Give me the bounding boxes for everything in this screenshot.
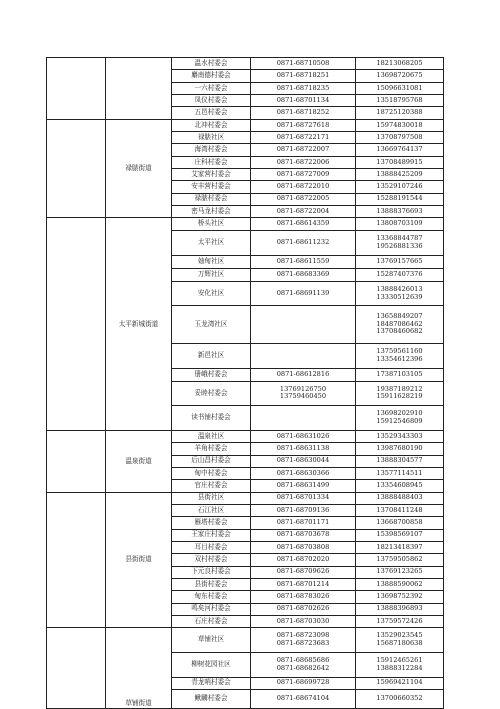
district-name: 禄脿街道 xyxy=(106,119,172,218)
landline-phone xyxy=(251,306,356,344)
landline-phone xyxy=(251,193,356,205)
mobile-phone-line: 13888590062 xyxy=(376,579,423,588)
committee-name: 密马龙村委会 xyxy=(172,205,251,217)
landline-phone-line: 0871-68701334 xyxy=(276,493,330,502)
landline-phone xyxy=(251,70,356,82)
landline-phone xyxy=(251,541,356,553)
mobile-phone-line: 13888488403 xyxy=(376,493,423,502)
landline-phone-line: 0871-68722004 xyxy=(276,206,330,215)
mobile-phone xyxy=(356,70,444,82)
mobile-phone xyxy=(356,406,444,431)
mobile-phone xyxy=(356,591,444,603)
mobile-phone xyxy=(356,255,444,268)
mobile-phone-line: 15398569107 xyxy=(376,530,423,539)
mobile-phone-line: 13354608945 xyxy=(376,481,423,490)
mobile-phone-line: 13759505862 xyxy=(376,555,423,564)
district-name: 县街街道 xyxy=(106,492,172,628)
committee-name: 桥头社区 xyxy=(172,218,251,231)
mobile-phone xyxy=(356,156,444,168)
mobile-phone-line: 13708460682 xyxy=(376,327,423,336)
mobile-phone xyxy=(356,504,444,516)
landline-phone xyxy=(251,107,356,119)
committee-name: 草铺社区 xyxy=(172,628,251,653)
mobile-phone-line: 15974830018 xyxy=(376,120,423,129)
landline-phone-line: 0871-68722005 xyxy=(276,194,330,203)
mobile-phone xyxy=(356,343,444,368)
mobile-phone xyxy=(356,689,444,708)
committee-name: 读书铺村委会 xyxy=(172,406,251,431)
committee-name: 一六村委会 xyxy=(172,82,251,94)
landline-phone xyxy=(251,554,356,566)
mobile-phone xyxy=(356,541,444,553)
landline-phone-line: 0871-68703030 xyxy=(276,616,330,625)
mobile-phone-line: 13529343303 xyxy=(376,431,423,440)
committee-name: 后山昌村委会 xyxy=(172,455,251,467)
mobile-phone xyxy=(356,517,444,529)
landline-phone xyxy=(251,677,356,689)
landline-phone-line: 0871-68718235 xyxy=(276,83,330,92)
mobile-phone-line: 13577114511 xyxy=(376,468,423,477)
landline-phone-line: 0871-68682642 xyxy=(276,663,330,672)
mobile-phone-line: 13529023545 xyxy=(376,631,423,640)
mobile-phone xyxy=(356,566,444,578)
landline-phone xyxy=(251,281,356,306)
committee-name: 雁塔村委会 xyxy=(172,517,251,529)
mobile-phone-line: 13769157665 xyxy=(376,257,423,266)
mobile-phone xyxy=(356,181,444,193)
mobile-phone-line: 13888396893 xyxy=(376,604,423,613)
table-row xyxy=(47,119,444,131)
mobile-phone xyxy=(356,82,444,94)
mobile-phone-line: 13987680190 xyxy=(376,444,423,453)
blank-column-cell xyxy=(47,492,106,628)
landline-phone-line: 0871-68630366 xyxy=(276,468,330,477)
committee-name: 北冲村委会 xyxy=(172,119,251,131)
mobile-phone-line: 13769123265 xyxy=(376,567,423,576)
landline-phone xyxy=(251,652,356,677)
table-row xyxy=(47,628,444,653)
landline-phone-line: 0871-68701171 xyxy=(276,518,330,527)
landline-phone-line: 0871-68702626 xyxy=(276,604,330,613)
mobile-phone xyxy=(356,193,444,205)
mobile-phone xyxy=(356,231,444,256)
mobile-phone-line: 18213068205 xyxy=(376,58,423,67)
committee-name: 册峨村委会 xyxy=(172,368,251,381)
committee-name: 安丰营村委会 xyxy=(172,181,251,193)
mobile-phone-line: 13700660352 xyxy=(376,694,423,703)
landline-phone-line: 0871-68701134 xyxy=(276,95,330,104)
mobile-phone xyxy=(356,430,444,442)
mobile-phone-line: 17387103105 xyxy=(376,369,423,378)
landline-phone xyxy=(251,517,356,529)
landline-phone-line: 0871-68718251 xyxy=(276,71,330,80)
committee-name: 王家庄村委会 xyxy=(172,529,251,541)
mobile-phone xyxy=(356,578,444,590)
mobile-phone-line: 15912546809 xyxy=(376,417,423,426)
table-row xyxy=(47,218,444,231)
mobile-phone xyxy=(356,443,444,455)
landline-phone-line: 0871-68783026 xyxy=(276,592,330,601)
landline-phone xyxy=(251,566,356,578)
blank-column-cell xyxy=(47,58,106,120)
mobile-phone xyxy=(356,467,444,479)
landline-phone xyxy=(251,591,356,603)
mobile-phone-line: 13368844787 xyxy=(376,234,423,243)
district-name: 太平新城街道 xyxy=(106,218,172,431)
landline-phone-line: 0871-68709626 xyxy=(276,567,330,576)
mobile-phone xyxy=(356,281,444,306)
mobile-phone xyxy=(356,603,444,615)
landline-phone-line: 0871-68611232 xyxy=(276,238,330,247)
mobile-phone-line: 19387189212 xyxy=(376,384,423,393)
landline-phone xyxy=(251,381,356,406)
mobile-phone-line: 15096631081 xyxy=(376,83,423,92)
committee-name: 石庄村委会 xyxy=(172,615,251,627)
landline-phone xyxy=(251,443,356,455)
landline-phone xyxy=(251,430,356,442)
committee-name: 温水村委会 xyxy=(172,58,251,70)
mobile-phone-line: 13759561160 xyxy=(376,347,423,356)
mobile-phone xyxy=(356,529,444,541)
landline-phone xyxy=(251,181,356,193)
committee-name: 太平社区 xyxy=(172,231,251,256)
mobile-phone-line: 13888304577 xyxy=(376,456,423,465)
landline-phone-line: 0871-68691139 xyxy=(276,288,330,297)
mobile-phone-line: 13888312284 xyxy=(376,663,423,672)
landline-phone-line: 0871-68703808 xyxy=(276,542,330,551)
district-name xyxy=(106,58,172,120)
landline-phone xyxy=(251,492,356,504)
committee-name: 新邑社区 xyxy=(172,343,251,368)
landline-phone-line: 0871-68727009 xyxy=(276,169,330,178)
district-name: 温泉街道 xyxy=(106,430,172,492)
mobile-phone xyxy=(356,131,444,143)
committee-name: 下元良村委会 xyxy=(172,566,251,578)
committee-name: 麝南德村委会 xyxy=(172,70,251,82)
committee-name: 妯甸社区 xyxy=(172,255,251,268)
landline-phone xyxy=(251,94,356,106)
mobile-phone xyxy=(356,652,444,677)
committee-name: 万辉社区 xyxy=(172,268,251,281)
blank-column-cell xyxy=(47,430,106,492)
landline-phone-line: 0871-68674104 xyxy=(276,694,330,703)
landline-phone xyxy=(251,689,356,708)
landline-phone xyxy=(251,368,356,381)
landline-phone-line: 0871-68703678 xyxy=(276,530,330,539)
landline-phone xyxy=(251,467,356,479)
mobile-phone-line: 13518795768 xyxy=(376,95,423,104)
mobile-phone xyxy=(356,58,444,70)
landline-phone xyxy=(251,406,356,431)
mobile-phone-line: 15911628219 xyxy=(376,392,423,401)
blank-column-cell xyxy=(47,218,106,431)
committee-name: 双村村委会 xyxy=(172,554,251,566)
mobile-phone-line: 13658849207 xyxy=(376,312,423,321)
landline-phone xyxy=(251,615,356,627)
landline-phone-line: 0871-68723683 xyxy=(276,638,330,647)
mobile-phone-line: 13529107246 xyxy=(376,182,423,191)
committee-name: 县街社区 xyxy=(172,492,251,504)
landline-phone xyxy=(251,119,356,131)
landline-phone-line: 0871-68709136 xyxy=(276,505,330,514)
mobile-phone-line: 18213418397 xyxy=(376,542,423,551)
landline-phone xyxy=(251,455,356,467)
committee-name: 海湾村委会 xyxy=(172,144,251,156)
landline-phone xyxy=(251,603,356,615)
table-row xyxy=(47,430,444,442)
mobile-phone-line: 19526881336 xyxy=(376,242,423,251)
mobile-phone-line: 13330512639 xyxy=(376,292,423,301)
committee-name: 耳目村委会 xyxy=(172,541,251,553)
mobile-phone-line: 13668700858 xyxy=(376,518,423,527)
contact-table xyxy=(46,57,444,709)
mobile-phone-line: 15969421104 xyxy=(376,678,423,687)
landline-phone xyxy=(251,156,356,168)
committee-name: 凤仪村委会 xyxy=(172,94,251,106)
mobile-phone xyxy=(356,144,444,156)
committee-name: 县街村委会 xyxy=(172,578,251,590)
mobile-phone xyxy=(356,554,444,566)
committee-name: 青龙哨村委会 xyxy=(172,677,251,689)
landline-phone-line: 13769126750 xyxy=(279,384,327,393)
mobile-phone-line: 15912465261 xyxy=(376,656,423,665)
committee-name: 庄科村委会 xyxy=(172,156,251,168)
landline-phone xyxy=(251,82,356,94)
mobile-phone xyxy=(356,480,444,492)
landline-phone-line: 0871-68630044 xyxy=(276,456,330,465)
mobile-phone-line: 15687180638 xyxy=(376,638,423,647)
landline-phone-line: 0871-68701214 xyxy=(276,579,330,588)
landline-phone-line: 0871-68612816 xyxy=(276,369,330,378)
mobile-phone-line: 13708489915 xyxy=(376,157,423,166)
mobile-phone xyxy=(356,368,444,381)
mobile-phone xyxy=(356,218,444,231)
mobile-phone xyxy=(356,306,444,344)
landline-phone-line: 0871-68722007 xyxy=(276,145,330,154)
contact-table-body xyxy=(47,58,444,709)
mobile-phone-line: 13698720675 xyxy=(376,71,423,80)
mobile-phone xyxy=(356,615,444,627)
landline-phone-line: 0871-68722171 xyxy=(276,132,330,141)
mobile-phone xyxy=(356,455,444,467)
mobile-phone xyxy=(356,119,444,131)
committee-name: 甸东村委会 xyxy=(172,591,251,603)
committee-name: 鸣矣河村委会 xyxy=(172,603,251,615)
landline-phone-line: 0871-68710508 xyxy=(276,58,330,67)
mobile-phone-line: 18725120388 xyxy=(376,108,423,117)
mobile-phone-line: 18487086462 xyxy=(376,319,423,328)
committee-name: 石江社区 xyxy=(172,504,251,516)
landline-phone-line: 0871-68722010 xyxy=(276,182,330,191)
mobile-phone-line: 13354612396 xyxy=(376,354,423,363)
landline-phone xyxy=(251,504,356,516)
mobile-phone-line: 13698752392 xyxy=(376,592,423,601)
landline-phone-line: 0871-68727618 xyxy=(276,120,330,129)
blank-column-cell xyxy=(47,628,106,709)
mobile-phone-line: 13708797508 xyxy=(376,132,423,141)
landline-phone-line: 13759460450 xyxy=(279,392,327,401)
committee-name: 鳅麟村委会 xyxy=(172,689,251,708)
committee-name: 官庄村委会 xyxy=(172,480,251,492)
mobile-phone xyxy=(356,628,444,653)
committee-name: 玉龙湾社区 xyxy=(172,306,251,344)
committee-name: 甸中村委会 xyxy=(172,467,251,479)
landline-phone xyxy=(251,480,356,492)
landline-phone xyxy=(251,578,356,590)
committee-name: 温泉社区 xyxy=(172,430,251,442)
landline-phone xyxy=(251,218,356,231)
mobile-phone-line: 13759572426 xyxy=(376,616,423,625)
committee-name: 妥睦村委会 xyxy=(172,381,251,406)
landline-phone-line: 0871-68631499 xyxy=(276,481,330,490)
committee-name: 羊角村委会 xyxy=(172,443,251,455)
mobile-phone-line: 13808703109 xyxy=(376,219,423,228)
landline-phone-line: 0871-68611559 xyxy=(276,257,330,266)
mobile-phone-line: 13669764137 xyxy=(376,145,423,154)
landline-phone xyxy=(251,268,356,281)
landline-phone xyxy=(251,628,356,653)
mobile-phone xyxy=(356,381,444,406)
table-row xyxy=(47,492,444,504)
mobile-phone-line: 13708411248 xyxy=(376,505,423,514)
mobile-phone-line: 13888426013 xyxy=(376,284,423,293)
mobile-phone xyxy=(356,205,444,217)
landline-phone xyxy=(251,144,356,156)
district-name: 草铺街道 xyxy=(106,628,172,709)
mobile-phone-line: 15287407376 xyxy=(376,269,423,278)
landline-phone-line: 0871-68683369 xyxy=(276,269,330,278)
mobile-phone xyxy=(356,677,444,689)
blank-column-cell xyxy=(47,119,106,218)
mobile-phone xyxy=(356,107,444,119)
landline-phone-line: 0871-68699728 xyxy=(276,678,330,687)
landline-phone-line: 0871-68718252 xyxy=(276,108,330,117)
landline-phone xyxy=(251,255,356,268)
mobile-phone-line: 13888376693 xyxy=(376,206,423,215)
mobile-phone xyxy=(356,268,444,281)
landline-phone-line: 0871-68723098 xyxy=(276,631,330,640)
mobile-phone xyxy=(356,94,444,106)
landline-phone xyxy=(251,58,356,70)
committee-name: 柳树花园社区 xyxy=(172,652,251,677)
landline-phone xyxy=(251,231,356,256)
landline-phone xyxy=(251,131,356,143)
mobile-phone-line: 15288191544 xyxy=(376,194,423,203)
committee-name: 艾家营村委会 xyxy=(172,168,251,180)
table-row xyxy=(47,58,444,70)
landline-phone xyxy=(251,168,356,180)
mobile-phone-line: 13698202910 xyxy=(376,409,423,418)
committee-name: 禄脿社区 xyxy=(172,131,251,143)
landline-phone-line: 0871-68631026 xyxy=(276,431,330,440)
mobile-phone xyxy=(356,492,444,504)
mobile-phone-line: 13888425209 xyxy=(376,169,423,178)
committee-name: 五邑村委会 xyxy=(172,107,251,119)
mobile-phone xyxy=(356,168,444,180)
landline-phone-line: 0871-68614359 xyxy=(276,219,330,228)
landline-phone-line: 0871-68631138 xyxy=(276,444,330,453)
committee-name: 安化社区 xyxy=(172,281,251,306)
committee-name: 禄脿村委会 xyxy=(172,193,251,205)
landline-phone-line: 0871-68722006 xyxy=(276,157,330,166)
landline-phone xyxy=(251,205,356,217)
landline-phone-line: 0871-68685686 xyxy=(276,656,330,665)
landline-phone-line: 0871-68702020 xyxy=(276,555,330,564)
landline-phone xyxy=(251,343,356,368)
landline-phone xyxy=(251,529,356,541)
